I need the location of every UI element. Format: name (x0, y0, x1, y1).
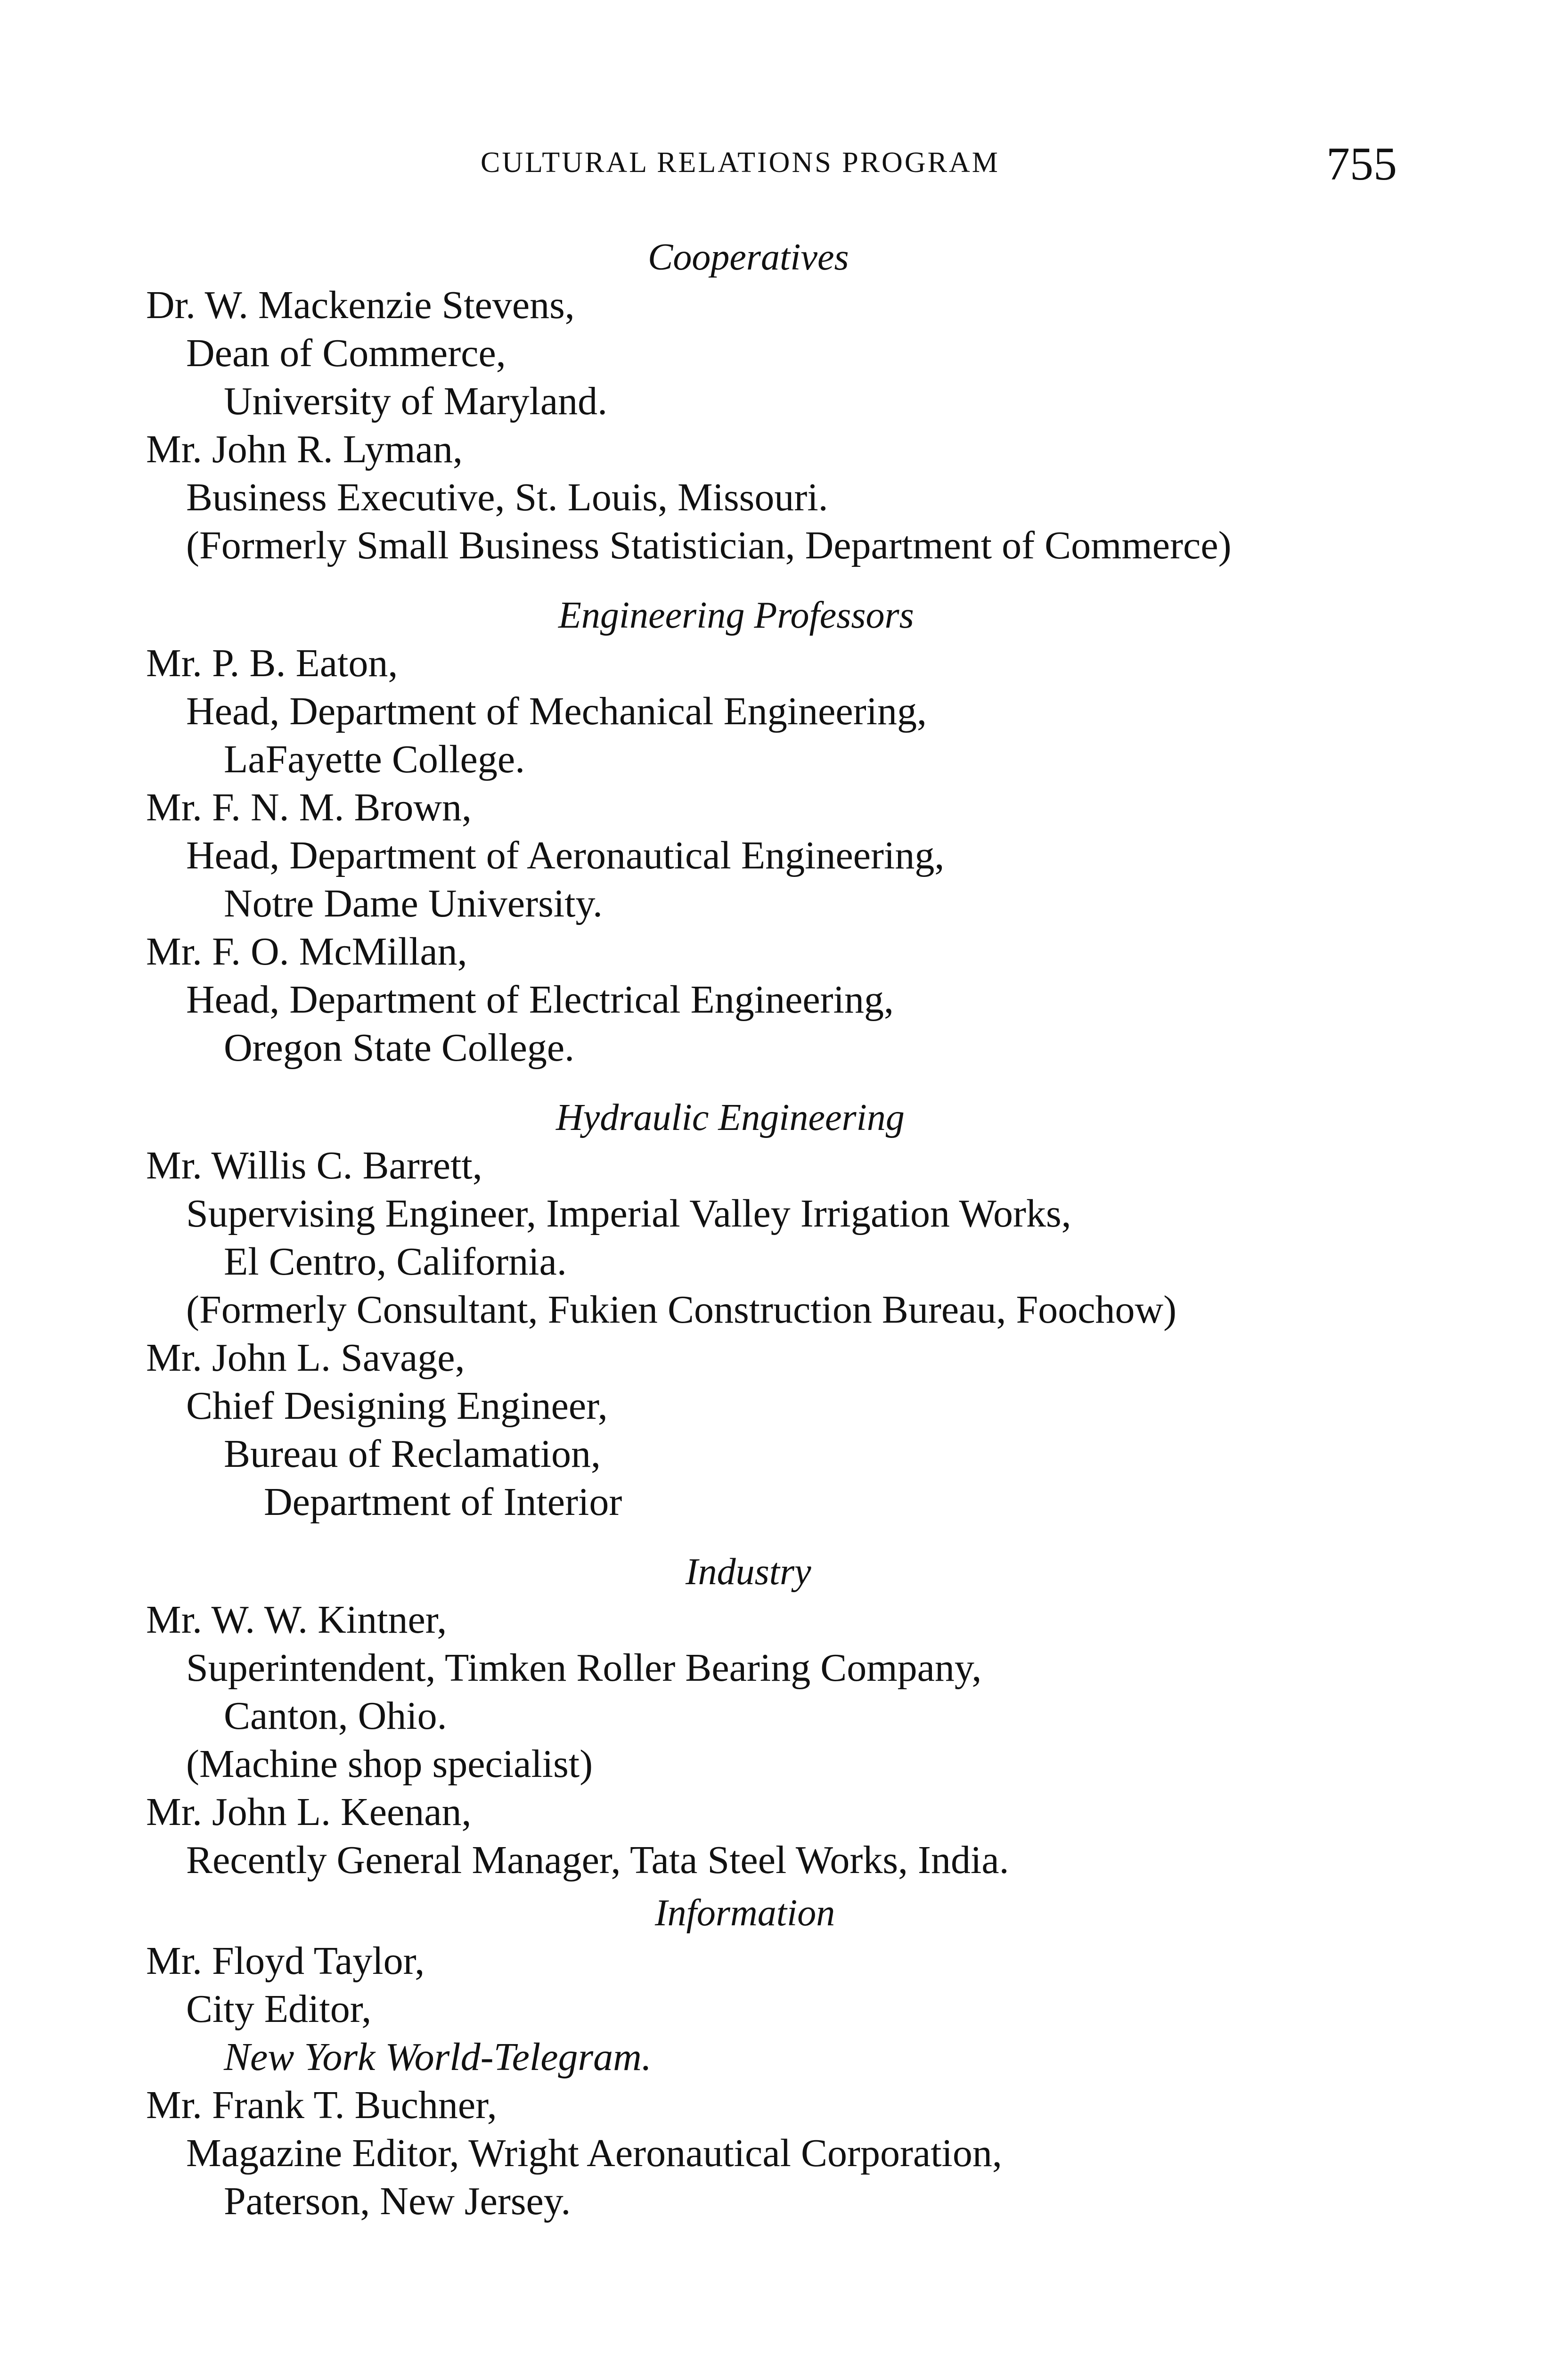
entry-note: (Formerly Small Business Statistician, Department of Commerce) (186, 524, 1232, 567)
section-engineering-professors (146, 591, 1418, 1072)
entry-name: Mr. Willis C. Barrett, (146, 1144, 482, 1187)
entry-name: Mr. W. W. Kintner, (146, 1598, 447, 1642)
entry-note: (Machine shop specialist) (186, 1742, 593, 1786)
section-information (146, 1889, 1418, 2225)
entry-affiliation: Paterson, New Jersey. (224, 2179, 571, 2223)
section-heading: Engineering Professors (558, 595, 914, 636)
entry-title: Chief Designing Engineer, (186, 1384, 608, 1428)
entry-affiliation: Notre Dame University. (224, 882, 603, 925)
entry-title: Head, Department of Mechanical Engineering, (186, 689, 927, 733)
entry-title: Recently General Manager, Tata Steel Works, India. (186, 1838, 1009, 1882)
entry-affiliation: Oregon State College. (224, 1026, 575, 1070)
entry-title: Superintendent, Timken Roller Bearing Company, (186, 1646, 982, 1690)
entry-affiliation: Bureau of Reclamation, (224, 1432, 601, 1476)
entry-title: Dean of Commerce, (186, 331, 506, 375)
entry-title: Head, Department of Electrical Engineering, (186, 978, 894, 1022)
entry-name: Dr. W. Mackenzie Stevens, (146, 283, 575, 327)
entry-affiliation: LaFayette College. (224, 737, 525, 781)
running-head: CULTURAL RELATIONS PROGRAM (481, 147, 1000, 179)
entry-affiliation: El Centro, California. (224, 1240, 567, 1284)
entry-affiliation: Canton, Ohio. (224, 1694, 447, 1738)
section-heading: Industry (686, 1551, 811, 1593)
entry-name: Mr. Frank T. Buchner, (146, 2083, 497, 2127)
page-body (146, 233, 1418, 2225)
entry-title: Supervising Engineer, Imperial Valley Irrigation Works, (186, 1192, 1071, 1235)
entry-affiliation: Department of Interior (264, 1480, 622, 1524)
entry-affiliation: New York World-Telegram. (224, 2035, 652, 2079)
entry-name: Mr. F. O. McMillan, (146, 930, 467, 973)
entry-affiliation: University of Maryland. (224, 379, 608, 423)
entry-title: Magazine Editor, Wright Aeronautical Corporation, (186, 2131, 1002, 2175)
entry-name: Mr. John R. Lyman, (146, 427, 463, 471)
section-industry (146, 1548, 1418, 1884)
page-number: 755 (1326, 138, 1397, 190)
entry-name: Mr. F. N. M. Brown, (146, 785, 472, 829)
entry-title: Business Executive, St. Louis, Missouri. (186, 475, 828, 519)
entry-name: Mr. John L. Savage, (146, 1336, 465, 1380)
entry-name: Mr. P. B. Eaton, (146, 641, 398, 685)
entry-note: (Formerly Consultant, Fukien Construction Bureau, Foochow) (186, 1288, 1177, 1332)
section-heading: Cooperatives (648, 237, 849, 278)
section-heading: Information (655, 1892, 835, 1934)
section-hydraulic-engineering (146, 1094, 1418, 1526)
section-cooperatives (146, 233, 1418, 570)
entry-title: City Editor, (186, 1987, 372, 2031)
section-heading: Hydraulic Engineering (556, 1097, 905, 1138)
entry-title: Head, Department of Aeronautical Engineering, (186, 834, 945, 877)
entry-name: Mr. John L. Keenan, (146, 1790, 472, 1834)
entry-name: Mr. Floyd Taylor, (146, 1939, 425, 1983)
